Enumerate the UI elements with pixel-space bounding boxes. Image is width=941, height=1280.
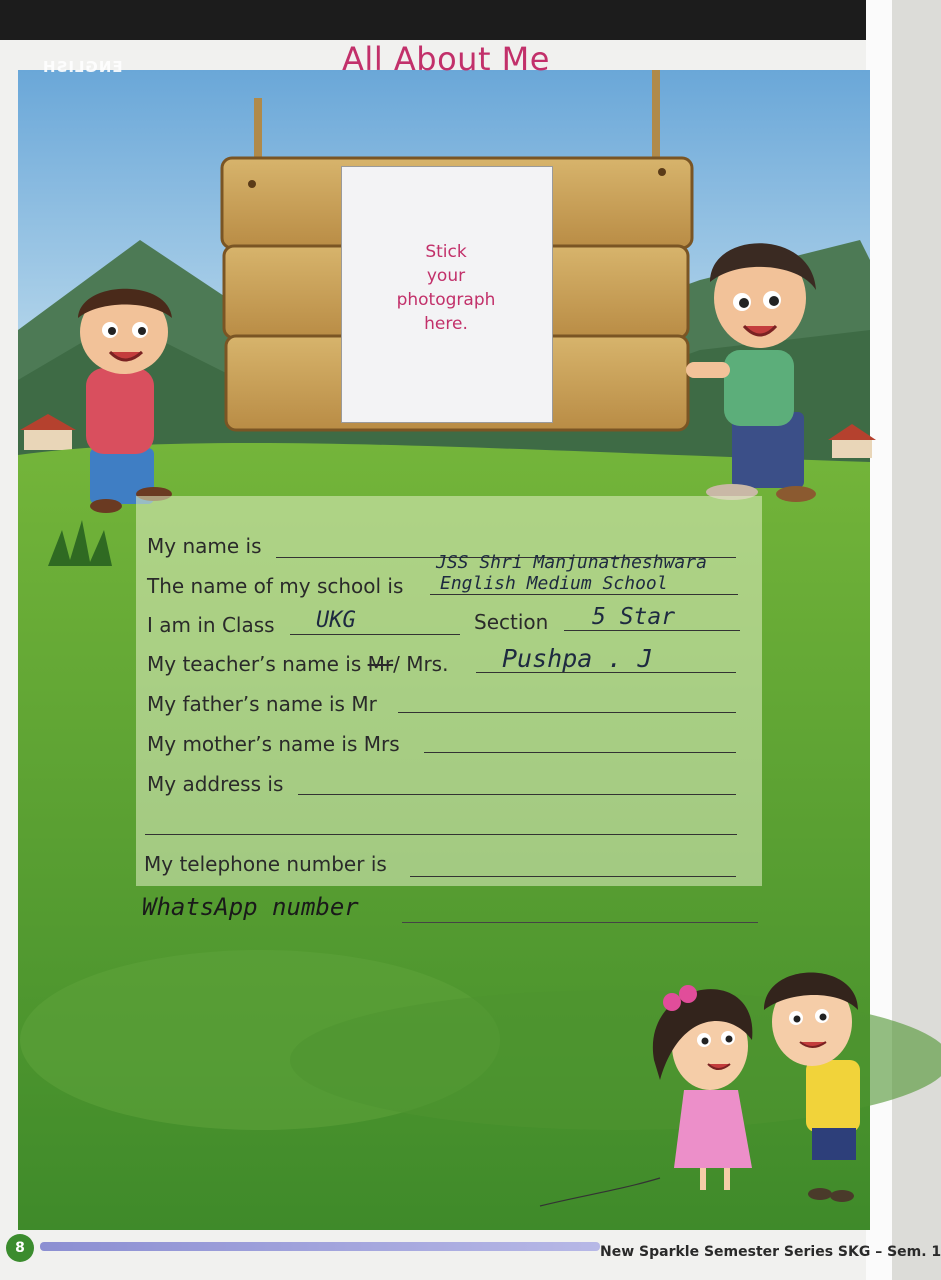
page-number-badge: 8 (6, 1234, 34, 1262)
teacher-line[interactable] (476, 672, 736, 673)
photo-instruction-line-1: Stick (425, 242, 467, 262)
name-label: My name is (147, 534, 262, 558)
photo-instructions (341, 240, 551, 336)
school-value-line1[interactable]: JSS Shri Manjunatheshwara (436, 552, 707, 573)
school-value-line2[interactable]: English Medium School (440, 573, 668, 594)
teacher-label-mr-crossed: Mr (367, 652, 394, 676)
class-line[interactable] (290, 634, 460, 635)
class-value[interactable]: UKG (316, 608, 356, 633)
whatsapp-label: WhatsApp number (142, 893, 359, 921)
teacher-value[interactable]: Pushpa . J (502, 644, 653, 673)
section-label: Section (474, 610, 549, 634)
whatsapp-line[interactable] (402, 922, 758, 923)
photo-instruction-line-4: here. (424, 314, 468, 334)
address-line-1[interactable] (298, 794, 736, 795)
mother-label: My mother’s name is Mrs (147, 732, 400, 756)
footer-bar (40, 1242, 600, 1251)
teacher-label (147, 652, 448, 676)
father-line[interactable] (398, 712, 736, 713)
teacher-label-suffix: / Mrs. (393, 652, 449, 676)
school-line[interactable] (430, 594, 738, 595)
address-label: My address is (147, 772, 284, 796)
section-value[interactable]: 5 Star (592, 604, 676, 630)
section-line[interactable] (564, 630, 740, 631)
school-label: The name of my school is (147, 574, 404, 598)
address-line-2[interactable] (145, 834, 737, 835)
rope-right (652, 70, 660, 170)
subject-stamp: ENGLISH (42, 58, 123, 76)
teacher-label-prefix: My teacher’s name is (147, 652, 368, 676)
father-label: My father’s name is Mr (147, 692, 377, 716)
footer-series-title: New Sparkle Semester Series SKG – Sem. 1 (600, 1244, 941, 1260)
mother-line[interactable] (424, 752, 736, 753)
telephone-line[interactable] (410, 876, 736, 877)
page-title: All About Me (342, 40, 550, 78)
class-label: I am in Class (147, 613, 275, 637)
photo-instruction-line-3: photograph (396, 290, 496, 310)
photo-instruction-line-2: your (426, 266, 466, 286)
telephone-label: My telephone number is (144, 852, 387, 876)
